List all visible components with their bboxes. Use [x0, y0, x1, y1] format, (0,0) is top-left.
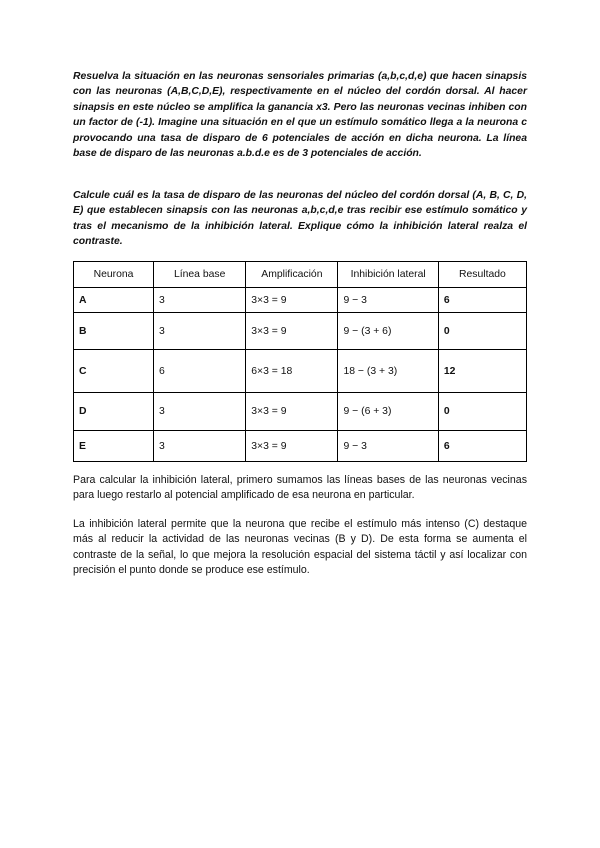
header-inhibicion-lateral: Inhibición lateral: [338, 262, 438, 288]
table-row: [74, 350, 527, 393]
cell-resultado: 0: [438, 313, 526, 350]
cell-resultado: 6: [438, 431, 526, 462]
cell-resultado: 12: [438, 350, 526, 393]
cell-linea-base: 3: [154, 288, 246, 313]
cell-linea-base: 3: [154, 431, 246, 462]
cell-amplificacion: 3×3 = 9: [246, 313, 338, 350]
cell-amplificacion: 6×3 = 18: [246, 350, 338, 393]
explanation-calculation: Para calcular la inhibición lateral, primero sumamos las líneas bases de las neuronas vecinas para luego restarlo al potencial amplificado de esa neurona en particular.: [73, 474, 527, 502]
cell-resultado: 6: [438, 288, 526, 313]
cell-inhibicion: 18 − (3 + 3): [338, 350, 438, 393]
exercise-statement: Resuelva la situación en las neuronas sensoriales primarias (a,b,c,d,e) que hacen sinapsis con las neuronas (A,B,C,D,E), respectivamente en el núcleo del cordón dorsal. Al hacer sinapsis en este núcleo se amplifica la ganancia x3. Pero las neuronas vecinas inhiben con un factor de (-1). Imagine una situación en el que un estímulo somático llega a la neurona c provocando una tasa de disparo de 6 potenciales de acción en dicha neurona. La línea base de disparo de las neuronas a.b.d.e es de 3 potenciales de acción.: [73, 71, 527, 160]
cell-neurona: C: [74, 350, 154, 393]
cell-linea-base: 6: [154, 350, 246, 393]
header-neurona: Neurona: [74, 262, 154, 288]
cell-inhibicion: 9 − (3 + 6): [338, 313, 438, 350]
cell-amplificacion: 3×3 = 9: [246, 393, 338, 431]
table-row: [74, 288, 527, 313]
table-header-row: [74, 262, 527, 288]
table-row: [74, 393, 527, 431]
header-resultado: Resultado: [438, 262, 526, 288]
cell-inhibicion: 9 − 3: [338, 431, 438, 462]
cell-neurona: E: [74, 431, 154, 462]
cell-neurona: A: [74, 288, 154, 313]
cell-neurona: D: [74, 393, 154, 431]
table-row: [74, 313, 527, 350]
cell-amplificacion: 3×3 = 9: [246, 288, 338, 313]
cell-linea-base: 3: [154, 313, 246, 350]
explanation-contrast: La inhibición lateral permite que la neurona que recibe el estímulo más intenso (C) destaque más al reducir la actividad de las neuronas vecinas (B y D). De esta forma se aumenta el contraste de la señal, lo que mejora la resolución espacial del sistema táctil y así localizar con precisión el punto donde se produce ese estímulo.: [73, 518, 527, 576]
table-row: [74, 431, 527, 462]
exercise-question: Calcule cuál es la tasa de disparo de las neuronas del núcleo del cordón dorsal (A, B, C, D, E) que establecen sinapsis con las neuronas a,b,c,d,e tras recibir ese estímulo somático y tras el mecanismo de la inhibición lateral. Explique cómo la inhibición lateral realza el contraste.: [73, 190, 527, 248]
header-linea-base: Línea base: [154, 262, 246, 288]
cell-amplificacion: 3×3 = 9: [246, 431, 338, 462]
cell-inhibicion: 9 − (6 + 3): [338, 393, 438, 431]
cell-inhibicion: 9 − 3: [338, 288, 438, 313]
cell-linea-base: 3: [154, 393, 246, 431]
cell-resultado: 0: [438, 393, 526, 431]
cell-neurona: B: [74, 313, 154, 350]
results-table: [73, 261, 527, 462]
header-amplificacion: Amplificación: [246, 262, 338, 288]
